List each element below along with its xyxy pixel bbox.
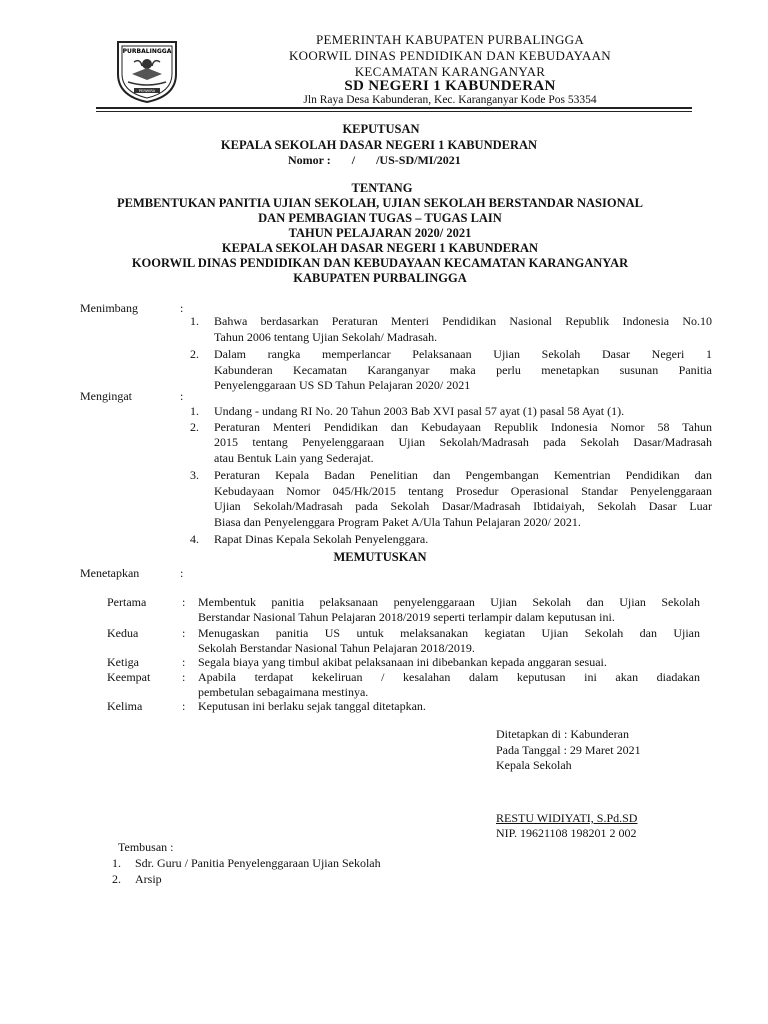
memutuskan-heading: MEMUTUSKAN bbox=[333, 550, 427, 564]
tembusan-item-text: Sdr. Guru / Panitia Penyelenggaraan Ujian Sekolah bbox=[135, 856, 381, 870]
school-address: Jln Raya Desa Kabunderan, Kec. Karanganyar Kode Pos 53354 bbox=[303, 94, 597, 106]
menetapkan-colon: : bbox=[180, 566, 184, 580]
menimbang-item-line: Tahun 2006 tentang Ujian Sekolah/ Madrasah. bbox=[214, 329, 438, 344]
mengingat-item-number: 1. bbox=[190, 404, 199, 418]
mengingat-item-line: Rapat Dinas Kepala Sekolah Penyelenggara. bbox=[214, 532, 429, 546]
decision-colon: : bbox=[182, 655, 186, 669]
menimbang-item-line: Dalam rangka memperlancar Pelaksanaan Ujian Sekolah Dasar Negeri 1 bbox=[214, 347, 712, 361]
letterhead-rule-thick bbox=[96, 107, 692, 109]
subject-line: KEPALA SEKOLAH DASAR NEGERI 1 KABUNDERAN bbox=[221, 241, 539, 255]
mengingat-colon: : bbox=[180, 389, 184, 403]
decision-label: Pertama bbox=[107, 595, 147, 609]
mengingat-label: Mengingat bbox=[80, 389, 132, 403]
mengingat-item-line: Peraturan Menteri Pendidikan dan Kebudayaan Republik Indonesia Nomor 58 Tahun bbox=[214, 419, 712, 434]
decision-text-line: Menugaskan panitia US untuk melaksanakan kegiatan Ujian Sekolah dan Ujian bbox=[198, 626, 700, 640]
mengingat-item-line: Undang - undang RI No. 20 Tahun 2003 Bab XVI pasal 57 ayat (1) pasal 58 Ayat (1). bbox=[214, 404, 625, 418]
decision-text-line: Segala biaya yang timbul akibat pelaksanaan ini dibebankan kepada anggaran sesuai. bbox=[198, 655, 607, 669]
menimbang-item-line: Bahwa berdasarkan Peraturan Menteri Pendidikan Nasional Republik Indonesia No.10 bbox=[214, 314, 712, 328]
mengingat-item-number: 2. bbox=[190, 419, 199, 434]
mengingat-item-line: atau Bentuk Lain yang Sederajat. bbox=[214, 450, 374, 465]
decision-label: Kelima bbox=[107, 699, 143, 713]
decision-label: Keempat bbox=[107, 670, 151, 684]
letterhead-rule-thin bbox=[96, 111, 692, 112]
subject-heading: TENTANG bbox=[351, 181, 413, 195]
mengingat-item-line: Peraturan Kepala Badan Penelitian dan Pengembangan Kementrian Pendidikan dan bbox=[214, 468, 712, 482]
mengingat-item-line: Kebudayaan Nomor 045/Hk/2015 tentang Prosedur Operasional Standar Penyelenggaraan bbox=[214, 483, 712, 498]
mengingat-item-number: 4. bbox=[190, 532, 199, 546]
signature-place: Ditetapkan di : Kabunderan bbox=[496, 727, 629, 741]
tembusan-item-number: 2. bbox=[112, 872, 121, 886]
tembusan-item-number: 1. bbox=[112, 856, 121, 870]
subject-line: KOORWIL DINAS PENDIDIKAN DAN KEBUDAYAAN KECAMATAN KARANGANYAR bbox=[131, 256, 629, 270]
letterhead-line-1: PEMERINTAH KABUPATEN PURBALINGGA bbox=[315, 32, 585, 47]
decision-colon: : bbox=[182, 626, 186, 640]
decision-text-line: Sekolah Berstandar Nasional Tahun Pelajaran 2018/2019. bbox=[198, 641, 475, 655]
signatory-name: RESTU WIDIYATI, S.Pd.SD bbox=[496, 811, 638, 825]
decision-label: Ketiga bbox=[107, 655, 139, 669]
regency-crest-logo bbox=[112, 38, 182, 104]
signature-date: Pada Tanggal : 29 Maret 2021 bbox=[496, 743, 641, 757]
mengingat-item-line: Ujian Sekolah/Madrasah pada Sekolah Dasar/Madrasah Ibtidaiyah, Sekolah Dasar Luar bbox=[214, 499, 712, 513]
decision-text-line: Keputusan ini berlaku sejak tanggal ditetapkan. bbox=[198, 699, 426, 713]
menetapkan-label: Menetapkan bbox=[80, 566, 140, 580]
letterhead-line-3: KECAMATAN KARANGANYAR bbox=[354, 64, 546, 79]
subject-line: DAN PEMBAGIAN TUGAS – TUGAS LAIN bbox=[258, 211, 502, 225]
decision-text-line: Membentuk panitia pelaksanaan penyelenggaraan Ujian Sekolah dan Ujian Sekolah bbox=[198, 595, 700, 609]
mengingat-item-number: 3. bbox=[190, 468, 199, 482]
letterhead-line-2: KOORWIL DINAS PENDIDIKAN DAN KEBUDAYAAN bbox=[288, 48, 611, 63]
subject-line: KABUPATEN PURBALINGGA bbox=[293, 271, 467, 285]
decision-text-line: pembetulan sebagaimana mestinya. bbox=[198, 685, 369, 699]
subject-line: TAHUN PELAJARAN 2020/ 2021 bbox=[288, 226, 472, 240]
school-name: SD NEGERI 1 KABUNDERAN bbox=[344, 78, 556, 94]
tembusan-item-text: Arsip bbox=[135, 872, 162, 886]
decree-issuer: KEPALA SEKOLAH DASAR NEGERI 1 KABUNDERAN bbox=[220, 138, 538, 152]
tembusan-label: Tembusan : bbox=[118, 840, 174, 854]
decision-colon: : bbox=[182, 699, 186, 713]
mengingat-item-line: Biasa dan Penyelenggara Program Paket A/Ula Tahun Pelajaran 2020/ 2021. bbox=[214, 514, 581, 529]
logo-text: PURBALINGGA bbox=[122, 48, 172, 55]
signature-position: Kepala Sekolah bbox=[496, 758, 572, 772]
menimbang-item-number: 1. bbox=[190, 314, 199, 328]
mengingat-item-line: 2015 tentang Penyelenggaraan Ujian Sekolah/Madrasah pada Sekolah Dasar/Madrasah bbox=[214, 435, 712, 449]
menimbang-item-number: 2. bbox=[190, 347, 199, 361]
menimbang-colon: : bbox=[180, 301, 184, 315]
decision-text-line: Berstandar Nasional Tahun Pelajaran 2018/2019 seperti terlampir dalam keputusan ini. bbox=[198, 610, 615, 624]
decree-number: Nomor : / /US-SD/MI/2021 bbox=[288, 153, 461, 167]
decree-title: KEPUTUSAN bbox=[342, 122, 420, 136]
decision-colon: : bbox=[182, 670, 186, 684]
decision-text-line: Apabila terdapat kekeliruan / kesalahan dalam keputusan ini akan diadakan bbox=[198, 670, 700, 684]
decision-colon: : bbox=[182, 595, 186, 609]
logo-bottom-text: PERWIRA bbox=[138, 89, 156, 94]
decision-label: Kedua bbox=[107, 626, 139, 640]
menimbang-item-line: Penyelenggaraan US SD Tahun Pelajaran 2020/ 2021 bbox=[214, 378, 471, 392]
signatory-nip: NIP. 19621108 198201 2 002 bbox=[496, 826, 637, 840]
menimbang-label: Menimbang bbox=[80, 301, 138, 315]
menimbang-item-line: Kabunderan Kecamatan Karanganyar maka perlu menetapkan susunan Panitia bbox=[214, 362, 712, 377]
subject-line: PEMBENTUKAN PANITIA UJIAN SEKOLAH, UJIAN SEKOLAH BERSTANDAR NASIONAL bbox=[116, 196, 643, 210]
